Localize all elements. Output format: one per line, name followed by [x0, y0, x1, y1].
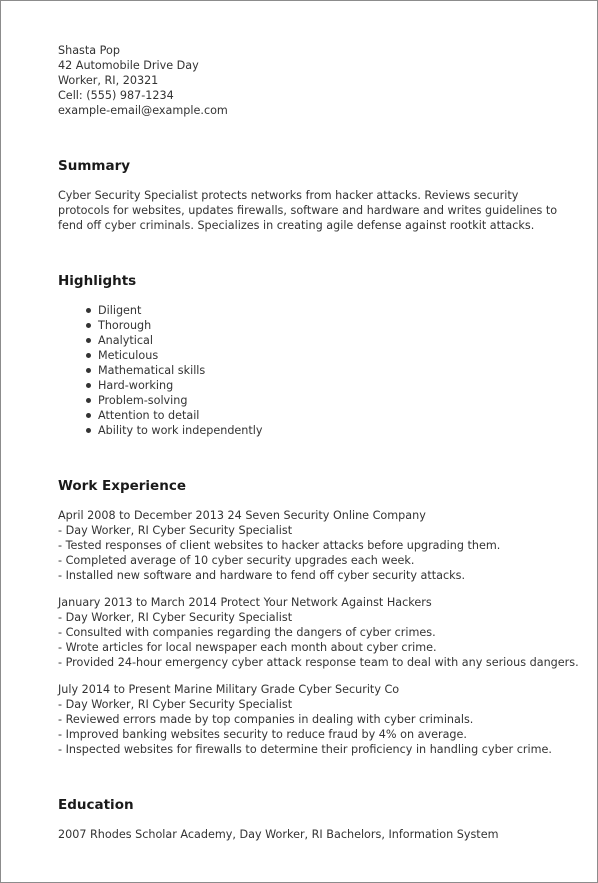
contact-email: example-email@example.com: [58, 104, 228, 117]
job-detail: - Wrote articles for local newspaper each month about cyber crime.: [58, 641, 437, 654]
highlight-item: Attention to detail: [58, 408, 578, 423]
experience-block: [58, 508, 578, 769]
highlight-item: Mathematical skills: [58, 363, 578, 378]
highlight-item: Diligent: [58, 303, 578, 318]
contact-name: Shasta Pop: [58, 44, 120, 57]
job-detail: - Provided 24-hour emergency cyber attack response team to deal with any serious dangers.: [58, 656, 579, 669]
summary-text: Cyber Security Specialist protects networks from hacker attacks. Reviews security protocols for websites, updates firewalls, software and hardware and writes guidelines to fend off cyber criminals. Specializes in creating agile defense against rootkit attacks.: [58, 189, 558, 232]
summary-heading: Summary: [58, 158, 131, 174]
job-detail: - Day Worker, RI Cyber Security Specialist: [58, 524, 293, 537]
highlights-block: [58, 303, 578, 438]
education-heading: Education: [58, 797, 134, 813]
job-header: January 2013 to March 2014 Protect Your Network Against Hackers: [58, 596, 432, 609]
job-detail: - Improved banking websites security to reduce fraud by 4% on average.: [58, 728, 467, 741]
job-detail: - Tested responses of client websites to hacker attacks before upgrading them.: [58, 539, 501, 552]
education-text: 2007 Rhodes Scholar Academy, Day Worker, RI Bachelors, Information System: [58, 828, 499, 841]
highlights-heading: Highlights: [58, 273, 137, 289]
job-detail: - Day Worker, RI Cyber Security Specialist: [58, 698, 293, 711]
experience-heading: Work Experience: [58, 478, 186, 494]
job-entry: [58, 595, 578, 670]
highlights-list: [58, 303, 578, 438]
job-detail: - Consulted with companies regarding the dangers of cyber crimes.: [58, 626, 436, 639]
highlight-item: Thorough: [58, 318, 578, 333]
job-entry: [58, 508, 578, 583]
job-detail: - Installed new software and hardware to fend off cyber security attacks.: [58, 569, 466, 582]
job-header: April 2008 to December 2013 24 Seven Security Online Company: [58, 509, 426, 522]
job-entry: [58, 682, 578, 757]
job-header: July 2014 to Present Marine Military Grade Cyber Security Co: [58, 683, 400, 696]
highlight-item: Hard-working: [58, 378, 578, 393]
highlight-item: Problem-solving: [58, 393, 578, 408]
job-detail: - Reviewed errors made by top companies in dealing with cyber criminals.: [58, 713, 474, 726]
contact-address: 42 Automobile Drive Day: [58, 59, 199, 72]
job-detail: - Day Worker, RI Cyber Security Specialist: [58, 611, 293, 624]
job-detail: - Completed average of 10 cyber security upgrades each week.: [58, 554, 415, 567]
contact-cell: Cell: (555) 987-1234: [58, 89, 174, 102]
job-detail: - Inspected websites for firewalls to determine their proficiency in handling cyber crime.: [58, 743, 552, 756]
contact-block: [58, 43, 578, 118]
contact-city: Worker, RI, 20321: [58, 74, 159, 87]
highlight-item: Analytical: [58, 333, 578, 348]
highlight-item: Ability to work independently: [58, 423, 578, 438]
highlight-item: Meticulous: [58, 348, 578, 363]
